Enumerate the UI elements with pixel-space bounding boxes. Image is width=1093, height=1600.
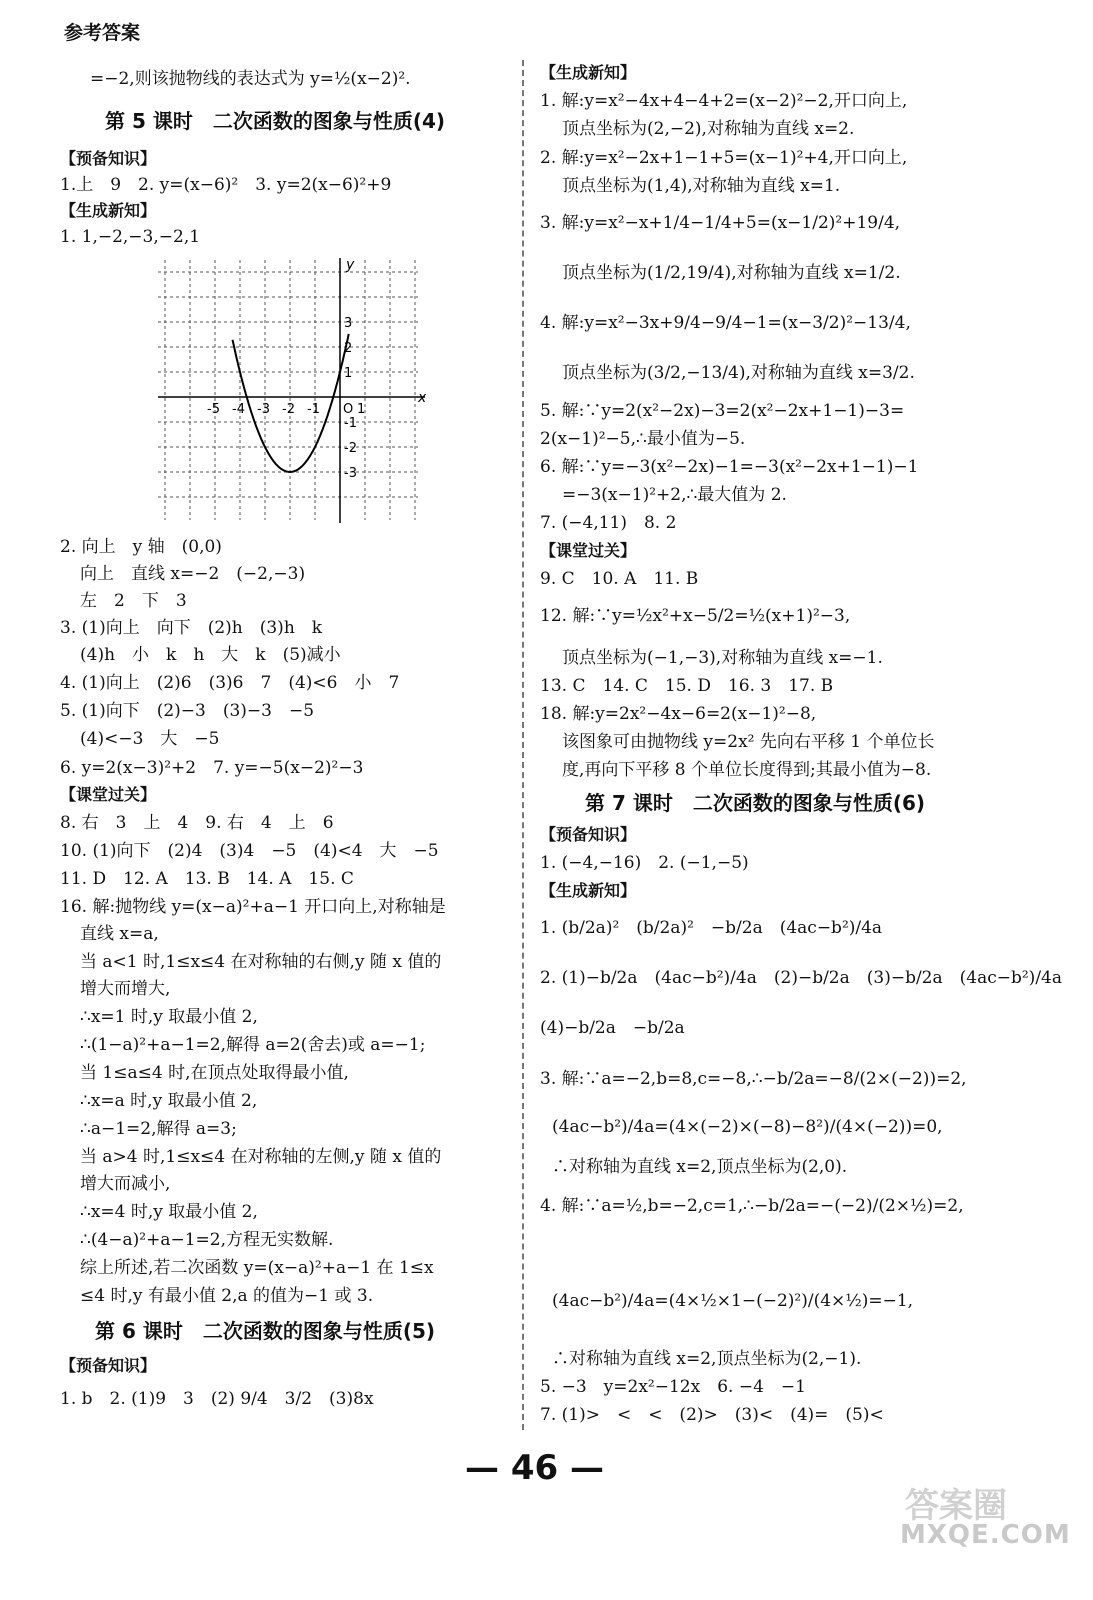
answer-line: (4ac−b²)/4a=(4×½×1−(−2)²)/(4×½)=−1, — [552, 1291, 914, 1311]
answer-line: (4)−b/2a −b/2a — [540, 1018, 685, 1038]
answer-line: =−3(x−1)²+2,∴最大值为 2. — [562, 485, 787, 505]
answer-line: 7. (−4,11) 8. 2 — [540, 513, 677, 533]
y-tick-label: -1 — [344, 416, 357, 431]
answer-line: 1. 解:y=x²−4x+4−4+2=(x−2)²−2,开口向上, — [540, 91, 908, 111]
answer-line: 3. (1)向上 向下 (2)h (3)h k — [60, 618, 323, 638]
x-tick-label: -1 — [307, 402, 320, 417]
lesson-title: 第 5 课时 二次函数的图象与性质(4) — [105, 109, 446, 133]
answer-line: 3. 解:y=x²−x+1/4−1/4+5=(x−1/2)²+19/4, — [540, 213, 901, 233]
answer-line: 4. (1)向上 (2)6 (3)6 7 (4)<6 小 7 — [60, 673, 400, 693]
answer-line: =−2,则该抛物线的表达式为 y=½(x−2)². — [90, 69, 411, 89]
answer-line: 6. y=2(x−3)²+2 7. y=−5(x−2)²−3 — [60, 758, 364, 778]
answer-line: 向上 直线 x=−2 (−2,−3) — [80, 564, 306, 584]
answer-line: (4)<−3 大 −5 — [80, 729, 220, 749]
section-heading: 【生成新知】 — [540, 881, 637, 900]
answer-line: ∴x=a 时,y 取最小值 2, — [80, 1091, 258, 1111]
watermark: MXQE.COM — [900, 1520, 1071, 1550]
answer-line: (4)h 小 k h 大 k (5)减小 — [80, 645, 341, 665]
lesson-title: 第 7 课时 二次函数的图象与性质(6) — [585, 791, 926, 815]
answer-line: 直线 x=a, — [80, 924, 159, 944]
y-tick-label: -2 — [344, 441, 357, 456]
y-tick-label: 2 — [344, 341, 353, 356]
answer-line: ≤4 时,y 有最小值 2,a 的值为−1 或 3. — [80, 1286, 374, 1306]
answer-line: 16. 解:抛物线 y=(x−a)²+a−1 开口向上,对称轴是 — [60, 897, 446, 917]
watermark-logo: 答案圈 — [905, 1486, 1007, 1526]
answer-line: 9. C 10. A 11. B — [540, 569, 699, 589]
answer-line: 1. (b/2a)² (b/2a)² −b/2a (4ac−b²)/4a — [540, 918, 883, 938]
answer-line: 顶点坐标为(1/2,19/4),对称轴为直线 x=1/2. — [562, 263, 901, 283]
lesson-title: 第 6 课时 二次函数的图象与性质(5) — [95, 1319, 436, 1343]
page-number: — 46 — — [465, 1448, 604, 1488]
answer-line: 顶点坐标为(1,4),对称轴为直线 x=1. — [562, 176, 841, 196]
y-tick-label: -3 — [344, 466, 357, 481]
answer-line: ∴x=1 时,y 取最小值 2, — [80, 1007, 258, 1027]
answer-line: (4ac−b²)/4a=(4×(−2)×(−8)−8²)/(4×(−2))=0, — [552, 1117, 943, 1137]
answer-line: 1.上 9 2. y=(x−6)² 3. y=2(x−6)²+9 — [60, 175, 392, 195]
section-heading: 【生成新知】 — [60, 201, 157, 220]
answer-line: 顶点坐标为(2,−2),对称轴为直线 x=2. — [562, 119, 855, 139]
section-heading: 【预备知识】 — [60, 1356, 157, 1375]
answer-line: 度,再向下平移 8 个单位长度得到;其最小值为−8. — [562, 760, 932, 780]
x-axis-label: x — [418, 390, 427, 406]
answer-line: 13. C 14. C 15. D 16. 3 17. B — [540, 676, 834, 696]
section-heading: 【课堂过关】 — [60, 785, 157, 804]
answer-line: 3. 解:∵a=−2,b=8,c=−8,∴−b/2a=−8/(2×(−2))=2, — [540, 1069, 967, 1089]
y-tick-label: 1 — [344, 366, 353, 381]
answer-line: 18. 解:y=2x²−4x−6=2(x−1)²−8, — [540, 704, 817, 724]
answer-line: ∴x=4 时,y 取最小值 2, — [80, 1202, 258, 1222]
x-tick-label: 1 — [357, 402, 366, 417]
page-title: 参考答案 — [64, 22, 141, 44]
answer-line: 2. 向上 y 轴 (0,0) — [60, 537, 222, 557]
answer-line: 2. (1)−b/2a (4ac−b²)/4a (2)−b/2a (3)−b/2a (4ac−b²)/4a — [540, 968, 1062, 988]
x-tick-label: -2 — [282, 402, 295, 417]
answer-line: 12. 解:∵y=½x²+x−5/2=½(x+1)²−3, — [540, 606, 851, 626]
answer-line: 5. (1)向下 (2)−3 (3)−3 −5 — [60, 701, 315, 721]
parabola-graph — [140, 255, 430, 525]
answer-line: 10. (1)向下 (2)4 (3)4 −5 (4)<4 大 −5 — [60, 841, 439, 861]
answer-line: 6. 解:∵y=−3(x²−2x)−1=−3(x²−2x+1−1)−1 — [540, 457, 919, 477]
answer-line: 顶点坐标为(−1,−3),对称轴为直线 x=−1. — [562, 648, 883, 668]
answer-line: 左 2 下 3 — [80, 591, 187, 611]
origin-label: O — [343, 402, 354, 417]
answer-line: 综上所述,若二次函数 y=(x−a)²+a−1 在 1≤x — [80, 1258, 434, 1278]
section-heading: 【课堂过关】 — [540, 541, 637, 560]
x-tick-label: -3 — [257, 402, 270, 417]
answer-line: 7. (1)> < < (2)> (3)< (4)= (5)< — [540, 1405, 884, 1425]
section-heading: 【生成新知】 — [540, 63, 637, 82]
answer-line: 增大而增大, — [80, 979, 171, 999]
answer-line: 5. −3 y=2x²−12x 6. −4 −1 — [540, 1377, 806, 1397]
answer-line: 当 1≤a≤4 时,在顶点处取得最小值, — [80, 1063, 349, 1083]
column-divider — [522, 60, 524, 1430]
answer-line: 2(x−1)²−5,∴最小值为−5. — [540, 429, 746, 449]
section-heading: 【预备知识】 — [540, 825, 637, 844]
answer-line: 5. 解:∵y=2(x²−2x)−3=2(x²−2x+1−1)−3= — [540, 401, 905, 421]
answer-line: 8. 右 3 上 4 9. 右 4 上 6 — [60, 813, 334, 833]
x-tick-label: -5 — [207, 402, 220, 417]
answer-line: 1. (−4,−16) 2. (−1,−5) — [540, 853, 749, 873]
answer-line: 4. 解:y=x²−3x+9/4−9/4−1=(x−3/2)²−13/4, — [540, 313, 911, 333]
answer-line: 11. D 12. A 13. B 14. A 15. C — [60, 869, 354, 889]
answer-line: 增大而减小, — [80, 1174, 171, 1194]
answer-line: ∴(4−a)²+a−1=2,方程无实数解. — [80, 1230, 334, 1250]
y-tick-label: 3 — [344, 316, 353, 331]
answer-line: 1. b 2. (1)9 3 (2) 9/4 3/2 (3)8x — [60, 1389, 374, 1409]
section-heading: 【预备知识】 — [60, 149, 157, 168]
answer-line: 顶点坐标为(3/2,−13/4),对称轴为直线 x=3/2. — [562, 363, 915, 383]
answer-line: 1. 1,−2,−3,−2,1 — [60, 227, 201, 247]
answer-line: 2. 解:y=x²−2x+1−1+5=(x−1)²+4,开口向上, — [540, 148, 908, 168]
answer-line: 当 a>4 时,1≤x≤4 在对称轴的左侧,y 随 x 值的 — [80, 1147, 442, 1167]
y-axis-label: y — [346, 257, 355, 273]
answer-line: ∴对称轴为直线 x=2,顶点坐标为(2,0). — [552, 1157, 848, 1177]
answer-line: ∴对称轴为直线 x=2,顶点坐标为(2,−1). — [552, 1349, 862, 1369]
answer-line: ∴(1−a)²+a−1=2,解得 a=2(舍去)或 a=−1; — [80, 1035, 426, 1055]
x-tick-label: -4 — [232, 402, 245, 417]
answer-line: 4. 解:∵a=½,b=−2,c=1,∴−b/2a=−(−2)/(2×½)=2, — [540, 1196, 964, 1216]
answer-line: 当 a<1 时,1≤x≤4 在对称轴的右侧,y 随 x 值的 — [80, 952, 442, 972]
answer-line: ∴a−1=2,解得 a=3; — [80, 1119, 237, 1139]
answer-line: 该图象可由抛物线 y=2x² 先向右平移 1 个单位长 — [562, 732, 935, 752]
